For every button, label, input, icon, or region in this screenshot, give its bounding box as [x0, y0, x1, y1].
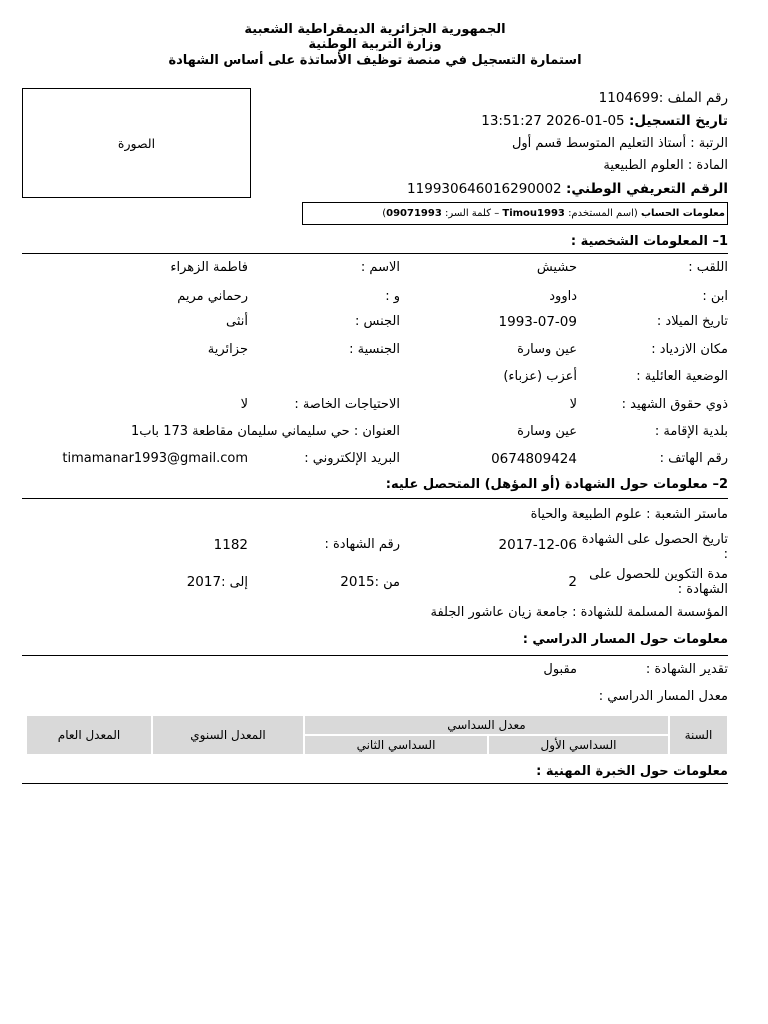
- gender-label: الجنس :: [355, 314, 400, 329]
- registration-date-label: تاريخ التسجيل:: [628, 113, 728, 129]
- to-value: 2017: [186, 574, 222, 590]
- to-label: إلى :: [221, 575, 248, 590]
- address-value: حي سليماني سليمان مقاطعة 173 باب1: [130, 424, 350, 439]
- username-label: (اسم المستخدم:: [568, 208, 638, 219]
- account-info-label: معلومات الحساب: [640, 208, 725, 219]
- email-label: البريد الإلكتروني :: [304, 451, 400, 466]
- training-to: [187, 574, 248, 591]
- certificate-grade-value: مقبول: [543, 662, 577, 677]
- surname-label: اللقب :: [688, 260, 728, 275]
- gender-value: أنثى: [226, 314, 248, 329]
- special-needs-label: الاحتياجات الخاصة :: [294, 397, 400, 412]
- surname-value: حشيش: [536, 260, 577, 275]
- account-info-box: [302, 202, 728, 225]
- residence-municipality-label: بلدية الإقامة :: [654, 424, 728, 439]
- issuing-institution: [431, 605, 729, 621]
- certificate-number-value: 1182: [213, 537, 248, 553]
- national-id-value: 119930646016290002: [407, 181, 562, 197]
- general-average-header: المعدل العام: [26, 715, 152, 755]
- residence-municipality-value: عين وسارة: [517, 424, 577, 439]
- semester-average-header: معدل السداسي: [304, 715, 669, 735]
- password-label: كلمة السر:: [444, 208, 491, 219]
- obtained-date-label: تاريخ الحصول على الشهادة :: [581, 532, 728, 562]
- mother-name-label: و :: [385, 289, 400, 304]
- certificate-number-label: رقم الشهادة :: [324, 537, 400, 552]
- father-name-label: ابن :: [702, 289, 728, 304]
- year-header: السنة: [669, 715, 728, 755]
- birth-place-value: عين وسارة: [517, 342, 577, 357]
- rank-value: أستاذ التعليم المتوسط قسم أول: [511, 136, 687, 151]
- institution-label: المؤسسة المسلمة للشهادة :: [572, 605, 728, 620]
- institution-value: جامعة زيان عاشور الجلفة: [430, 605, 568, 620]
- form-title: استمارة التسجيل في منصة توظيف الأساتذة على أساس الشهادة: [168, 53, 582, 68]
- email-value: timamanar1993@gmail.com: [62, 451, 248, 466]
- birth-date-value: 1993-07-09: [498, 314, 577, 330]
- special-needs-value: لا: [240, 397, 248, 412]
- birth-date-label: تاريخ الميلاد :: [656, 314, 728, 329]
- study-average-label: معدل المسار الدراسي :: [598, 689, 728, 704]
- training-duration-value: 2: [568, 574, 577, 590]
- nationality-value: جزائرية: [207, 342, 248, 357]
- obtained-date-value: 2017-12-06: [498, 537, 577, 553]
- second-semester-header: السداسي الثاني: [304, 735, 488, 755]
- certificate-grade-label: تقدير الشهادة :: [645, 662, 728, 677]
- marital-status-value: أعزب (عزباء): [503, 369, 577, 384]
- phone-label: رقم الهاتف :: [659, 451, 728, 466]
- phone-value: 0674809424: [491, 451, 577, 467]
- file-number-value: 1104699: [598, 90, 659, 106]
- national-id-label: الرقم التعريفي الوطني:: [565, 181, 728, 197]
- semester-average-table: [25, 714, 729, 756]
- martyr-rights-value: لا: [569, 397, 577, 412]
- section-divider: [22, 783, 728, 784]
- account-separator: –: [494, 208, 500, 219]
- subject-value: العلوم الطبيعية: [603, 158, 684, 173]
- address-field: [131, 424, 400, 440]
- rank: [512, 136, 728, 152]
- degree-value: ماستر: [695, 507, 728, 522]
- marital-status-label: الوضعية العائلية :: [636, 369, 728, 384]
- section-divider: [22, 498, 728, 499]
- annual-average-header: المعدل السنوي: [152, 715, 304, 755]
- first-semester-header: السداسي الأول: [488, 735, 669, 755]
- mother-name-value: رحماني مريم: [177, 289, 248, 304]
- training-duration-label: مدة التكوين للحصول على الشهادة :: [589, 567, 728, 597]
- photo-box: [22, 88, 251, 198]
- photo-label: الصورة: [117, 135, 156, 151]
- rank-label: الرتبة :: [690, 136, 728, 151]
- subject-label: المادة :: [687, 158, 728, 173]
- birth-place-label: مكان الازدياد :: [651, 342, 728, 357]
- ministry-title: وزارة التربية الوطنية: [308, 37, 442, 52]
- first-name-value: فاطمة الزهراء: [170, 260, 248, 275]
- branch-label: الشعبة :: [646, 507, 691, 522]
- section-divider: [22, 253, 728, 254]
- username-value: Timou1993: [502, 208, 565, 219]
- file-number: [599, 90, 728, 106]
- branch-value: علوم الطبيعة والحياة: [530, 507, 642, 522]
- address-label: العنوان :: [353, 424, 400, 439]
- from-value: 2015: [340, 574, 375, 590]
- father-name-value: داوود: [549, 289, 577, 304]
- account-close-paren: ): [382, 208, 387, 219]
- file-number-label: رقم الملف :: [658, 90, 728, 106]
- national-id: [407, 181, 728, 197]
- certificate-info-title: 2– معلومات حول الشهادة (أو المؤهل) المتحصل عليه:: [385, 477, 728, 492]
- first-name-label: الاسم :: [360, 260, 400, 275]
- registration-date: [481, 113, 728, 129]
- republic-title: الجمهورية الجزائرية الديمقراطية الشعبية: [244, 22, 506, 37]
- section-divider: [22, 655, 728, 656]
- password-value: 09071993: [386, 208, 442, 219]
- degree-branch: [531, 507, 728, 523]
- personal-info-title: 1– المعلومات الشخصية :: [570, 234, 728, 249]
- registration-date-value: 05-01-2026 13:51:27: [481, 113, 625, 129]
- studies-info-title: معلومات حول المسار الدراسي :: [522, 632, 728, 647]
- nationality-label: الجنسية :: [349, 342, 400, 357]
- from-label: من :: [374, 575, 400, 590]
- experience-info-title: معلومات حول الخبرة المهنية :: [536, 764, 728, 779]
- martyr-rights-label: ذوي حقوق الشهيد :: [621, 397, 728, 412]
- subject: [603, 158, 728, 174]
- training-from: [340, 574, 400, 591]
